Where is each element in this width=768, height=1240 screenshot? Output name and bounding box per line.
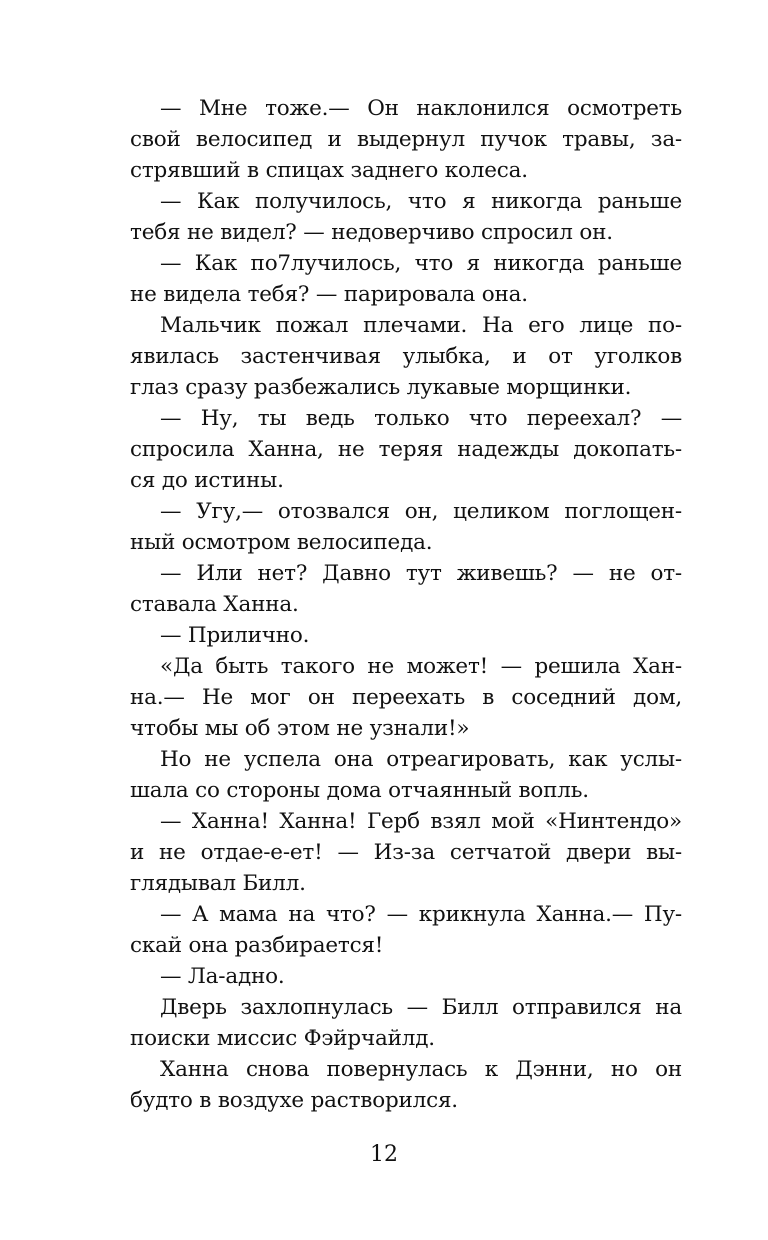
text-line: явилась застенчивая улыбка, и от уголков bbox=[130, 344, 682, 369]
text-line: на.— Не мог он переехать в соседний дом, bbox=[130, 685, 682, 710]
text-line: шала со стороны дома отчаянный вопль. bbox=[130, 778, 589, 803]
text-line: тебя не видел? — недоверчиво спросил он. bbox=[130, 220, 613, 245]
text-line: — Ну, ты ведь только что переехал? — bbox=[160, 406, 682, 431]
text-line: — Угу,— отозвался он, целиком поглощен- bbox=[160, 499, 682, 524]
text-line: — Или нет? Давно тут живешь? — не от- bbox=[160, 561, 682, 586]
text-line: не видела тебя? — парировала она. bbox=[130, 282, 528, 307]
text-line: ставала Ханна. bbox=[130, 592, 299, 617]
text-line: будто в воздухе растворился. bbox=[130, 1088, 458, 1113]
text-line: — Как по7лучилось, что я никогда раньше bbox=[160, 251, 682, 276]
text-line: глядывал Билл. bbox=[130, 871, 306, 896]
text-line: поиски миссис Фэйрчайлд. bbox=[130, 1026, 435, 1051]
text-line: Мальчик пожал плечами. На его лице по- bbox=[160, 313, 682, 338]
text-line: Дверь захлопнулась — Билл отправился на bbox=[160, 995, 682, 1020]
text-line: Ханна снова повернулась к Дэнни, но он bbox=[160, 1057, 682, 1082]
text-line: ный осмотром велосипеда. bbox=[130, 530, 433, 555]
text-line: скай она разбирается! bbox=[130, 933, 384, 958]
text-line: — Ханна! Ханна! Герб взял мой «Нинтендо» bbox=[160, 809, 682, 834]
text-line: ся до истины. bbox=[130, 468, 284, 493]
text-line: Но не успела она отреагировать, как услы- bbox=[160, 747, 682, 772]
text-line: чтобы мы об этом не узнали!» bbox=[130, 716, 470, 741]
page-number: 12 bbox=[370, 1142, 398, 1167]
text-line: глаз сразу разбежались лукавые морщинки. bbox=[130, 375, 632, 400]
text-line: — Мне тоже.— Он наклонился осмотреть bbox=[160, 96, 682, 121]
text-line: свой велосипед и выдернул пучок травы, за- bbox=[130, 127, 682, 152]
text-line: — Как получилось, что я никогда раньше bbox=[160, 189, 682, 214]
text-line: и не отдае-е-ет! — Из-за сетчатой двери вы- bbox=[130, 840, 682, 865]
text-line: «Да быть такого не может! — решила Хан- bbox=[160, 654, 682, 679]
text-line: — Прилично. bbox=[160, 623, 310, 648]
text-line: спросила Ханна, не теряя надежды докопать- bbox=[130, 437, 682, 462]
body-text bbox=[130, 93, 682, 1116]
text-line: — Ла-адно. bbox=[160, 964, 285, 989]
text-line: стрявший в спицах заднего колеса. bbox=[130, 158, 528, 183]
text-line: — А мама на что? — крикнула Ханна.— Пу- bbox=[160, 902, 682, 927]
